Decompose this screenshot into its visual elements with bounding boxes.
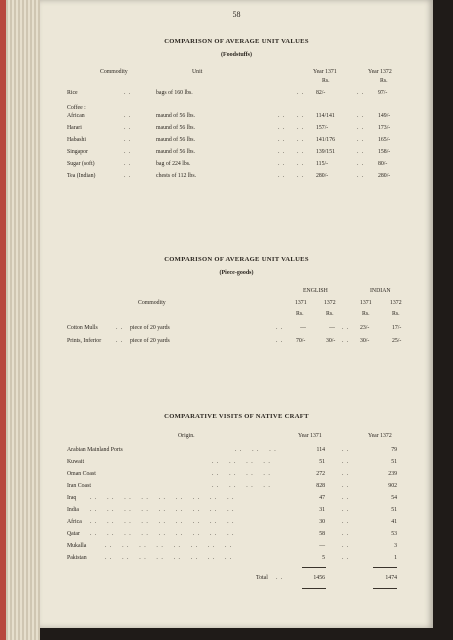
commodity-cell: African [67, 113, 85, 119]
total-rule-top [302, 567, 326, 568]
leader-dots: . . [276, 338, 284, 344]
indian-1371-cell: 23/- [360, 325, 370, 331]
leader-dots: . . [124, 90, 132, 96]
leader-dots: . . [342, 495, 350, 501]
table2-head-commodity: Commodity [138, 300, 166, 306]
indian-1372-cell: 17/- [392, 325, 402, 331]
unit-cell: chests of 112 lbs. [156, 173, 197, 179]
leader-dots: . . . . . . . . . . . . . . . . [105, 555, 233, 561]
origin-cell: Kuwait [67, 459, 85, 465]
leader-dots: . . [357, 173, 365, 179]
leader-dots: . . [342, 471, 350, 477]
commodity-cell: Coffee : [67, 105, 86, 111]
year2-cell: 97/- [378, 90, 388, 96]
table1-subtitle: (Foodstuffs) [221, 52, 252, 58]
year1-cell: 82/- [316, 90, 326, 96]
leader-dots: . . [116, 338, 124, 344]
unit-cell: maund of 56 lbs. [156, 137, 195, 143]
leader-dots: . . [357, 125, 365, 131]
year2-cell: 54 [391, 495, 397, 501]
year1-cell: 5 [322, 555, 325, 561]
table2-head-currency: Rs. [296, 311, 304, 317]
total-rule-top [373, 567, 397, 568]
unit-cell: bag of 224 lbs. [156, 161, 191, 167]
year2-cell: 51 [391, 459, 397, 465]
leader-dots: . . [342, 519, 350, 525]
page-number: 58 [232, 10, 241, 19]
origin-cell: Iran Coast [67, 483, 91, 489]
leader-dots: . . [357, 137, 365, 143]
year1-cell: 115/- [316, 161, 329, 167]
table2-title: COMPARISON OF AVERAGE UNIT VALUES [164, 256, 309, 263]
year2-cell: 1 [394, 555, 397, 561]
table2-head-indian-1371: 1371 [360, 300, 372, 306]
origin-cell: Africa [67, 519, 82, 525]
leader-dots: . . [276, 325, 284, 331]
table1-head-unit: Unit [192, 69, 203, 75]
leader-dots: . . [342, 507, 350, 513]
leader-dots: . . . . . . . . . . . . . . . . . . [90, 507, 235, 513]
leader-dots: . . [116, 325, 124, 331]
year2-cell: 158/- [378, 149, 391, 155]
leader-dots: . . [297, 149, 305, 155]
total-rule-bottom [373, 588, 397, 589]
table3-head-year1: Year 1371 [298, 433, 322, 439]
table2-subtitle: (Piece-goods) [219, 270, 254, 276]
origin-cell: Oman Coast [67, 471, 96, 477]
commodity-cell: Singapor [67, 149, 88, 155]
total-year2: 1474 [385, 575, 397, 581]
origin-cell: Arabian Mainland Ports [67, 447, 123, 453]
leader-dots: . . [357, 113, 365, 119]
table1-head-commodity: Commodity [100, 69, 128, 75]
origin-cell: Iraq [67, 495, 77, 501]
table1-title: COMPARISON OF AVERAGE UNIT VALUES [164, 38, 309, 45]
commodity-cell: Cotton Mulls [67, 325, 98, 331]
leader-dots: . . . . . . [235, 447, 277, 453]
commodity-cell: Tea (Indian) [67, 173, 96, 179]
leader-dots: . . . . . . . . [212, 483, 271, 489]
year2-cell: 149/- [378, 113, 391, 119]
leader-dots: . . [357, 90, 365, 96]
leader-dots: . . . . . . . . . . . . . . . . [105, 543, 233, 549]
leader-dots: . . . . . . . . . . . . . . . . . . [90, 495, 235, 501]
leader-dots: . . [342, 459, 350, 465]
leader-dots: . . [124, 137, 132, 143]
leader-dots: . . . . . . . . . . . . . . . . . . [90, 519, 235, 525]
leader-dots: . . [297, 161, 305, 167]
year1-cell: 157/- [316, 125, 329, 131]
year1-cell: 139/151 [316, 149, 336, 155]
year2-cell: 173/- [378, 125, 391, 131]
total-label: Total [256, 575, 268, 581]
table1-head-currency1: Rs. [322, 78, 330, 84]
commodity-cell: Rice [67, 90, 78, 96]
indian-1372-cell: 25/- [392, 338, 402, 344]
leader-dots: . . [297, 113, 305, 119]
leader-dots: . . [278, 173, 286, 179]
commodity-cell: Prints, Inferior [67, 338, 102, 344]
table2-head-english: ENGLISH [303, 288, 328, 294]
leader-dots: . . [278, 113, 286, 119]
leader-dots: . . [297, 137, 305, 143]
commodity-cell: Habashi [67, 137, 86, 143]
leader-dots: . . [342, 543, 350, 549]
table2-head-english-1372: 1372 [324, 300, 336, 306]
english-1372-cell: 30/- [326, 338, 336, 344]
year2-cell: 902 [388, 483, 397, 489]
page-stack-edge [6, 0, 40, 640]
english-1372-cell: — [329, 325, 335, 331]
year1-cell: 280/- [316, 173, 329, 179]
table1-head-currency2: Rs. [380, 78, 388, 84]
table2-head-currency: Rs. [326, 311, 334, 317]
year2-cell: 3 [394, 543, 397, 549]
leader-dots: . . [124, 149, 132, 155]
unit-cell: bags of 160 lbs. [156, 90, 193, 96]
english-1371-cell: 70/- [296, 338, 306, 344]
leader-dots: . . [297, 173, 305, 179]
year2-cell: 53 [391, 531, 397, 537]
english-1371-cell: — [300, 325, 306, 331]
year1-cell: 141/176 [316, 137, 336, 143]
leader-dots: . . [342, 483, 350, 489]
book-page [40, 0, 433, 628]
table3-title: COMPARATIVE VISITS OF NATIVE CRAFT [164, 413, 309, 420]
leader-dots: . . [124, 113, 132, 119]
year2-cell: 80/- [378, 161, 388, 167]
unit-cell: piece of 20 yards [130, 325, 170, 331]
table2-head-currency: Rs. [362, 311, 370, 317]
year2-cell: 165/- [378, 137, 391, 143]
year1-cell: 51 [319, 459, 325, 465]
year1-cell: 47 [319, 495, 325, 501]
indian-1371-cell: 30/- [360, 338, 370, 344]
year1-cell: 828 [316, 483, 325, 489]
table1-head-year2: Year 1372 [368, 69, 392, 75]
year2-cell: 239 [388, 471, 397, 477]
origin-cell: India [67, 507, 79, 513]
leader-dots: . . [342, 338, 350, 344]
total-rule-bottom [302, 588, 326, 589]
table3-head-origin: Origin. [178, 433, 195, 439]
unit-cell: maund of 56 lbs. [156, 149, 195, 155]
total-year1: 1456 [313, 575, 325, 581]
year2-cell: 51 [391, 507, 397, 513]
unit-cell: piece of 20 yards [130, 338, 170, 344]
table2-head-english-1371: 1371 [295, 300, 307, 306]
leader-dots: . . [124, 161, 132, 167]
leader-dots: . . [357, 161, 365, 167]
year1-cell: — [319, 543, 325, 549]
year1-cell: 114/141 [316, 113, 335, 119]
unit-cell: maund of 56 lbs. [156, 125, 195, 131]
leader-dots: . . [276, 575, 284, 581]
origin-cell: Qatar [67, 531, 80, 537]
leader-dots: . . [124, 125, 132, 131]
leader-dots: . . [278, 149, 286, 155]
year1-cell: 58 [319, 531, 325, 537]
table2-head-indian-1372: 1372 [390, 300, 402, 306]
year2-cell: 79 [391, 447, 397, 453]
year1-cell: 272 [316, 471, 325, 477]
commodity-cell: Sugar (soft) [67, 161, 95, 167]
year1-cell: 31 [319, 507, 325, 513]
leader-dots: . . . . . . . . [212, 471, 271, 477]
year1-cell: 30 [319, 519, 325, 525]
leader-dots: . . [297, 125, 305, 131]
table2-head-currency: Rs. [392, 311, 400, 317]
table2-head-indian: INDIAN [370, 288, 391, 294]
leader-dots: . . [124, 173, 132, 179]
unit-cell: maund of 56 lbs. [156, 113, 195, 119]
table3-head-year2: Year 1372 [368, 433, 392, 439]
origin-cell: Mukalla [67, 543, 87, 549]
leader-dots: . . [278, 137, 286, 143]
commodity-cell: Harari [67, 125, 82, 131]
leader-dots: . . [297, 90, 305, 96]
leader-dots: . . [342, 447, 350, 453]
leader-dots: . . [278, 125, 286, 131]
leader-dots: . . . . . . . . [212, 459, 271, 465]
leader-dots: . . [342, 325, 350, 331]
year1-cell: 114 [316, 447, 325, 453]
leader-dots: . . [278, 161, 286, 167]
table1-head-year1: Year 1371 [313, 69, 337, 75]
leader-dots: . . [342, 555, 350, 561]
year2-cell: 41 [391, 519, 397, 525]
origin-cell: Pakistan [67, 555, 87, 561]
year2-cell: 280/- [378, 173, 391, 179]
leader-dots: . . [357, 149, 365, 155]
leader-dots: . . [342, 531, 350, 537]
leader-dots: . . . . . . . . . . . . . . . . . . [90, 531, 235, 537]
